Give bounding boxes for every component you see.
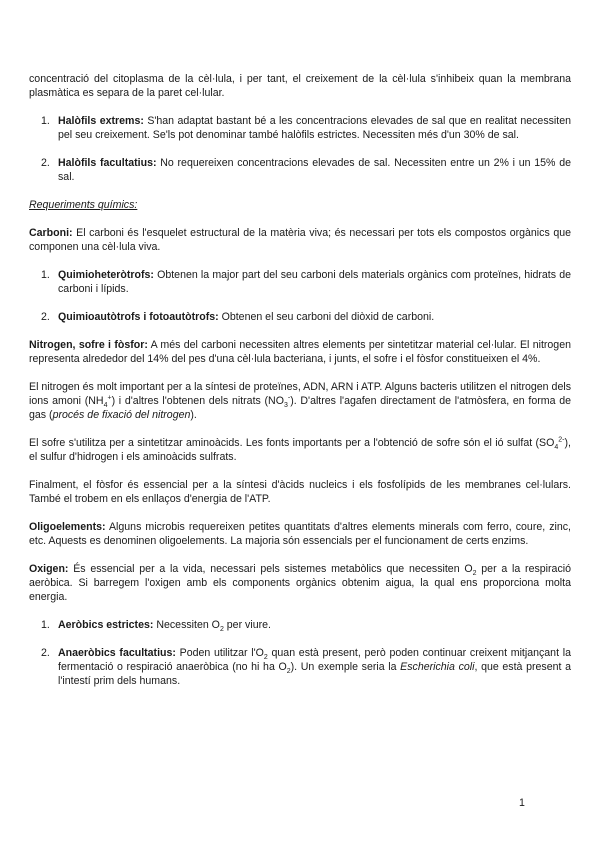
list-number: 2. (41, 311, 50, 323)
term-carboni: Carboni: (29, 227, 73, 239)
intro-paragraph: concentració del citoplasma de la cèl·lula, i per tant, el creixement de la cèl·lula s'inhibeix quan la membrana plasmàtica es separa de la paret cel·lular. (29, 73, 571, 99)
text-segment: El sofre s'utilitza per a sintetitzar aminoàcids. Les fonts importants per a l'obtenció de sofre són el ió sulfat (SO (29, 437, 555, 449)
subscript: 2 (263, 654, 268, 662)
list-item-quimioheterotrofs (41, 268, 571, 296)
text-segment: ). D'altres l'agafen directament de l'atmòsfera, en forma de gas ( (29, 395, 571, 421)
text-segment: És essencial per a la vida, necessari pels sistemes metabòlics que necessiten O (68, 563, 473, 575)
document-page (29, 72, 571, 688)
subscript: 2 (286, 668, 291, 676)
term-halofils-facultatius: Halòfils facultatius: (58, 157, 157, 169)
term-anaerobics-facultatius: Anaeròbics facultatius: (58, 647, 176, 659)
text-halofils-facultatius: No requereixen concentracions elevades de sal. Necessiten entre un 2% i un 15% de sal. (58, 157, 571, 183)
list-number: 1. (41, 619, 50, 631)
superscript: 2- (558, 436, 565, 444)
nitrogen-detail-paragraph (29, 380, 571, 422)
italic-term: procés de fixació del nitrogen (52, 409, 191, 421)
text-segment: quan està present, però poden continuar creixent mitjançant la fermentació o respiració anaeròbica (no hi ha O (58, 647, 571, 673)
term-aerobics-estrictes: Aeròbics estrictes: (58, 619, 154, 631)
term-halofils-extrems: Halòfils extrems: (58, 115, 144, 127)
fosfor-paragraph: Finalment, el fòsfor és essencial per a la síntesi d'àcids nucleics i els fosfolípids de les membranes cel·lulars. També el trobem en els enllaços d'energia de l'ATP. (29, 479, 571, 505)
text-segment: Necessiten O (153, 619, 220, 631)
text-segment: per a la respiració aeròbica. Si barregem l'oxigen amb els components orgànics obtenim aigua, la qual ens proporciona molta energia. (29, 563, 571, 603)
text-segment: ). Un exemple seria la (290, 661, 401, 673)
subscript: 4 (103, 402, 108, 410)
list-number: 1. (41, 269, 50, 281)
text-segment: El nitrogen és molt important per a la síntesi de proteïnes, ADN, ARN i ATP. Alguns bacteris utilitzen el nitrogen dels ions amoni (NH (29, 381, 571, 407)
oligoelements-paragraph (29, 520, 571, 548)
list-item-halofils-extrems (41, 114, 571, 142)
text-oligoelements: Alguns microbis requereixen petites quantitats d'altres elements minerals com ferro, coure, zinc, etc. Aquests es denominen oligoelements. La majoria són essencials per el funcionament de certs enzims. (29, 521, 571, 547)
list-item-anaerobics-facultatius (41, 646, 571, 688)
text-segment: ). (190, 409, 197, 421)
list-number: 1. (41, 115, 50, 127)
text-segment: per viure. (223, 619, 271, 631)
term-oligoelements: Oligoelements: (29, 521, 106, 533)
list-number: 2. (41, 157, 50, 169)
subscript: 4 (554, 444, 559, 452)
carboni-paragraph (29, 226, 571, 254)
italic-term: Escherichia coli (400, 661, 475, 673)
text-quimioheterotrofs: Obtenen la major part del seu carboni dels materials orgànics com proteïnes, hidrats de carboni i lípids. (58, 269, 571, 295)
page-number: 1 (519, 797, 525, 809)
list-item-halofils-facultatius (41, 156, 571, 184)
list-item-quimioautotrofs (41, 310, 571, 324)
superscript: + (107, 394, 112, 402)
subscript: 3 (283, 402, 288, 410)
term-quimioautotrofs: Quimioautòtrofs i fotoautòtrofs: (58, 311, 219, 323)
list-number: 2. (41, 647, 50, 659)
term-nitrogen: Nitrogen, sofre i fòsfor: (29, 339, 148, 351)
text-halofils-extrems: S'han adaptat bastant bé a les concentracions elevades de sal que en realitat necessiten pel seu creixement. Se'ls pot denominar també halòfils estrictes. Necessiten més d'un 30% de sal. (58, 115, 572, 141)
superscript: - (287, 394, 291, 402)
text-nitrogen: A més del carboni necessiten altres elements per sintetitzar material cel·lular. El nitrogen representa alrededor del 14% del pes d'una cèl·lula bacteriana, i junts, el sofre i el fòsfor constitueixen el 4%. (29, 339, 571, 365)
oxigen-paragraph (29, 562, 571, 604)
text-segment: , que està present a l'intestí prim dels humans. (58, 661, 571, 687)
text-carboni: El carboni és l'esquelet estructural de la matèria viva; és necessari per tots els compostos orgànics que componen una cèl·lula viva. (29, 227, 571, 253)
text-segment: ), el sulfur d'hidrogen i els aminoàcids sulfrats. (29, 437, 571, 463)
section-title: Requeriments químics: (29, 199, 138, 211)
subscript: 2 (219, 626, 224, 634)
list-item-aerobics-estrictes (41, 618, 571, 632)
text-quimioautotrofs: Obtenen el seu carboni del diòxid de carboni. (218, 311, 435, 323)
nitrogen-paragraph (29, 338, 571, 366)
term-quimioheterotrofs: Quimioheteròtrofs: (58, 269, 154, 281)
subscript: 2 (472, 570, 477, 578)
term-oxigen: Oxigen: (29, 563, 69, 575)
text-segment: ) i d'altres l'obtenen dels nitrats (NO (111, 395, 284, 407)
text-segment: Poden utilitzar l'O (175, 647, 264, 659)
sofre-paragraph (29, 436, 571, 464)
